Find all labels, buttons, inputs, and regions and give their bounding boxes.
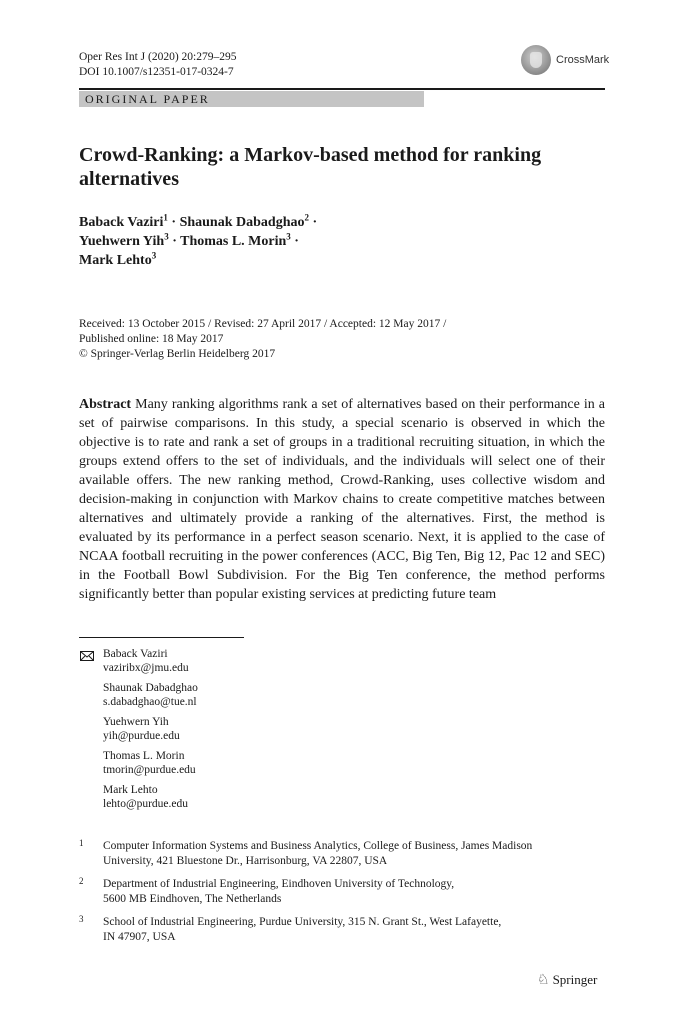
contact-email[interactable]: vaziribx@jmu.edu xyxy=(103,662,189,674)
journal-reference xyxy=(79,50,236,80)
affiliation-line: Computer Information Systems and Business Analytics, College of Business, James Madison xyxy=(103,840,533,852)
contact-entry xyxy=(103,715,198,743)
author-affil-mark: 2 xyxy=(304,212,309,223)
publication-dates xyxy=(79,317,605,362)
author-affil-mark: 3 xyxy=(286,231,291,242)
springer-horse-icon: ♘ xyxy=(537,973,550,988)
crossmark-badge[interactable] xyxy=(521,45,611,75)
contact-entry xyxy=(103,749,198,777)
affiliation-number: 1 xyxy=(79,838,84,848)
affiliation-entry xyxy=(103,915,603,945)
abstract xyxy=(79,395,605,604)
affiliation-number: 3 xyxy=(79,914,84,924)
section-label: ORIGINAL PAPER xyxy=(79,91,424,107)
contact-entry xyxy=(103,681,198,709)
crossmark-icon xyxy=(521,45,551,75)
author-list xyxy=(79,213,605,270)
journal-citation: Oper Res Int J (2020) 20:279–295 xyxy=(79,51,237,63)
author-separator: · xyxy=(168,234,181,249)
contact-email[interactable]: tmorin@purdue.edu xyxy=(103,764,196,776)
author-affil-mark: 3 xyxy=(151,250,157,261)
affiliation-line: 5600 MB Eindhoven, The Netherlands xyxy=(103,893,282,905)
footnote-divider xyxy=(79,637,244,638)
author-separator: · xyxy=(290,234,299,249)
affiliation-line: School of Industrial Engineering, Purdue University, 315 N. Grant St., West Lafayette, xyxy=(103,916,502,928)
author-affil-mark: 1 xyxy=(163,212,168,223)
copyright: © Springer-Verlag Berlin Heidelberg 2017 xyxy=(79,348,276,360)
contact-name: Mark Lehto xyxy=(103,784,158,796)
contact-entry xyxy=(103,647,198,675)
doi[interactable]: DOI 10.1007/s12351-017-0324-7 xyxy=(79,66,234,78)
contact-email[interactable]: lehto@purdue.edu xyxy=(103,798,188,810)
publisher-name: Springer xyxy=(552,972,598,987)
title-line-2: alternatives xyxy=(79,168,179,190)
author-name: Shaunak Dabadghao xyxy=(179,215,305,230)
author-name: Baback Vaziri xyxy=(79,215,164,230)
author-name: Yuehwern Yih xyxy=(79,234,165,249)
header-divider xyxy=(79,88,605,90)
affiliation-line: University, 421 Bluestone Dr., Harrisonburg, VA 22807, USA xyxy=(103,855,388,867)
envelope-icon xyxy=(80,651,94,661)
contact-name: Yuehwern Yih xyxy=(103,716,169,728)
abstract-heading: Abstract xyxy=(79,397,132,412)
received-revised-accepted: Received: 13 October 2015 / Revised: 27 April 2017 / Accepted: 12 May 2017 / xyxy=(79,318,447,330)
authors-line-2 xyxy=(79,232,605,251)
author-separator: · xyxy=(167,215,180,230)
affiliation-entry xyxy=(103,877,603,907)
affiliation-number: 2 xyxy=(79,876,84,886)
contact-email[interactable]: yih@purdue.edu xyxy=(103,730,180,742)
contact-name: Thomas L. Morin xyxy=(103,750,185,762)
affiliation-line: Department of Industrial Engineering, Eindhoven University of Technology, xyxy=(103,878,455,890)
affiliation-line: IN 47907, USA xyxy=(103,931,176,943)
author-separator: · xyxy=(308,215,318,230)
author-affil-mark: 3 xyxy=(164,231,169,242)
authors-line-1 xyxy=(79,213,605,232)
contact-email[interactable]: s.dabadghao@tue.nl xyxy=(103,696,197,708)
author-name: Thomas L. Morin xyxy=(180,234,287,249)
published-online: Published online: 18 May 2017 xyxy=(79,333,224,345)
author-name: Mark Lehto xyxy=(79,253,152,268)
contact-name: Baback Vaziri xyxy=(103,648,168,660)
contact-entry xyxy=(103,783,198,811)
authors-line-3 xyxy=(79,251,605,270)
abstract-text: Many ranking algorithms rank a set of alternatives based on their performance in a set of pairwise comparisons. In this study, a special scenario is observed in which the objective is to rate and rank a set of groups in a traditional recruiting situation, in which the groups extend offers to the set of individuals, and the individuals will select one of their available offers. The new ranking method, Crowd-Ranking, uses collective wisdom and decision-making in conjunction with Markov chains to create competitive matches between alternatives and ultimately provide a ranking of the alternatives. First, the method is evaluated by its performance in a perfect season scenario. Next, it is applied to the case of NCAA football recruiting in the power conferences (ACC, Big Ten, Big 12, Pac 12 and SEC) in the Football Bowl Subdivision. For the Big Ten conference, the method performs significantly better than popular existing services at predicting future team xyxy=(79,397,605,602)
corresponding-contacts xyxy=(103,647,198,817)
crossmark-label: CrossMark xyxy=(556,54,610,66)
title-line-1: Crowd-Ranking: a Markov-based method for ranking xyxy=(79,144,542,166)
publisher-logo xyxy=(537,972,597,989)
paper-title xyxy=(79,143,605,191)
contact-name: Shaunak Dabadghao xyxy=(103,682,198,694)
affiliation-entry xyxy=(103,839,603,869)
